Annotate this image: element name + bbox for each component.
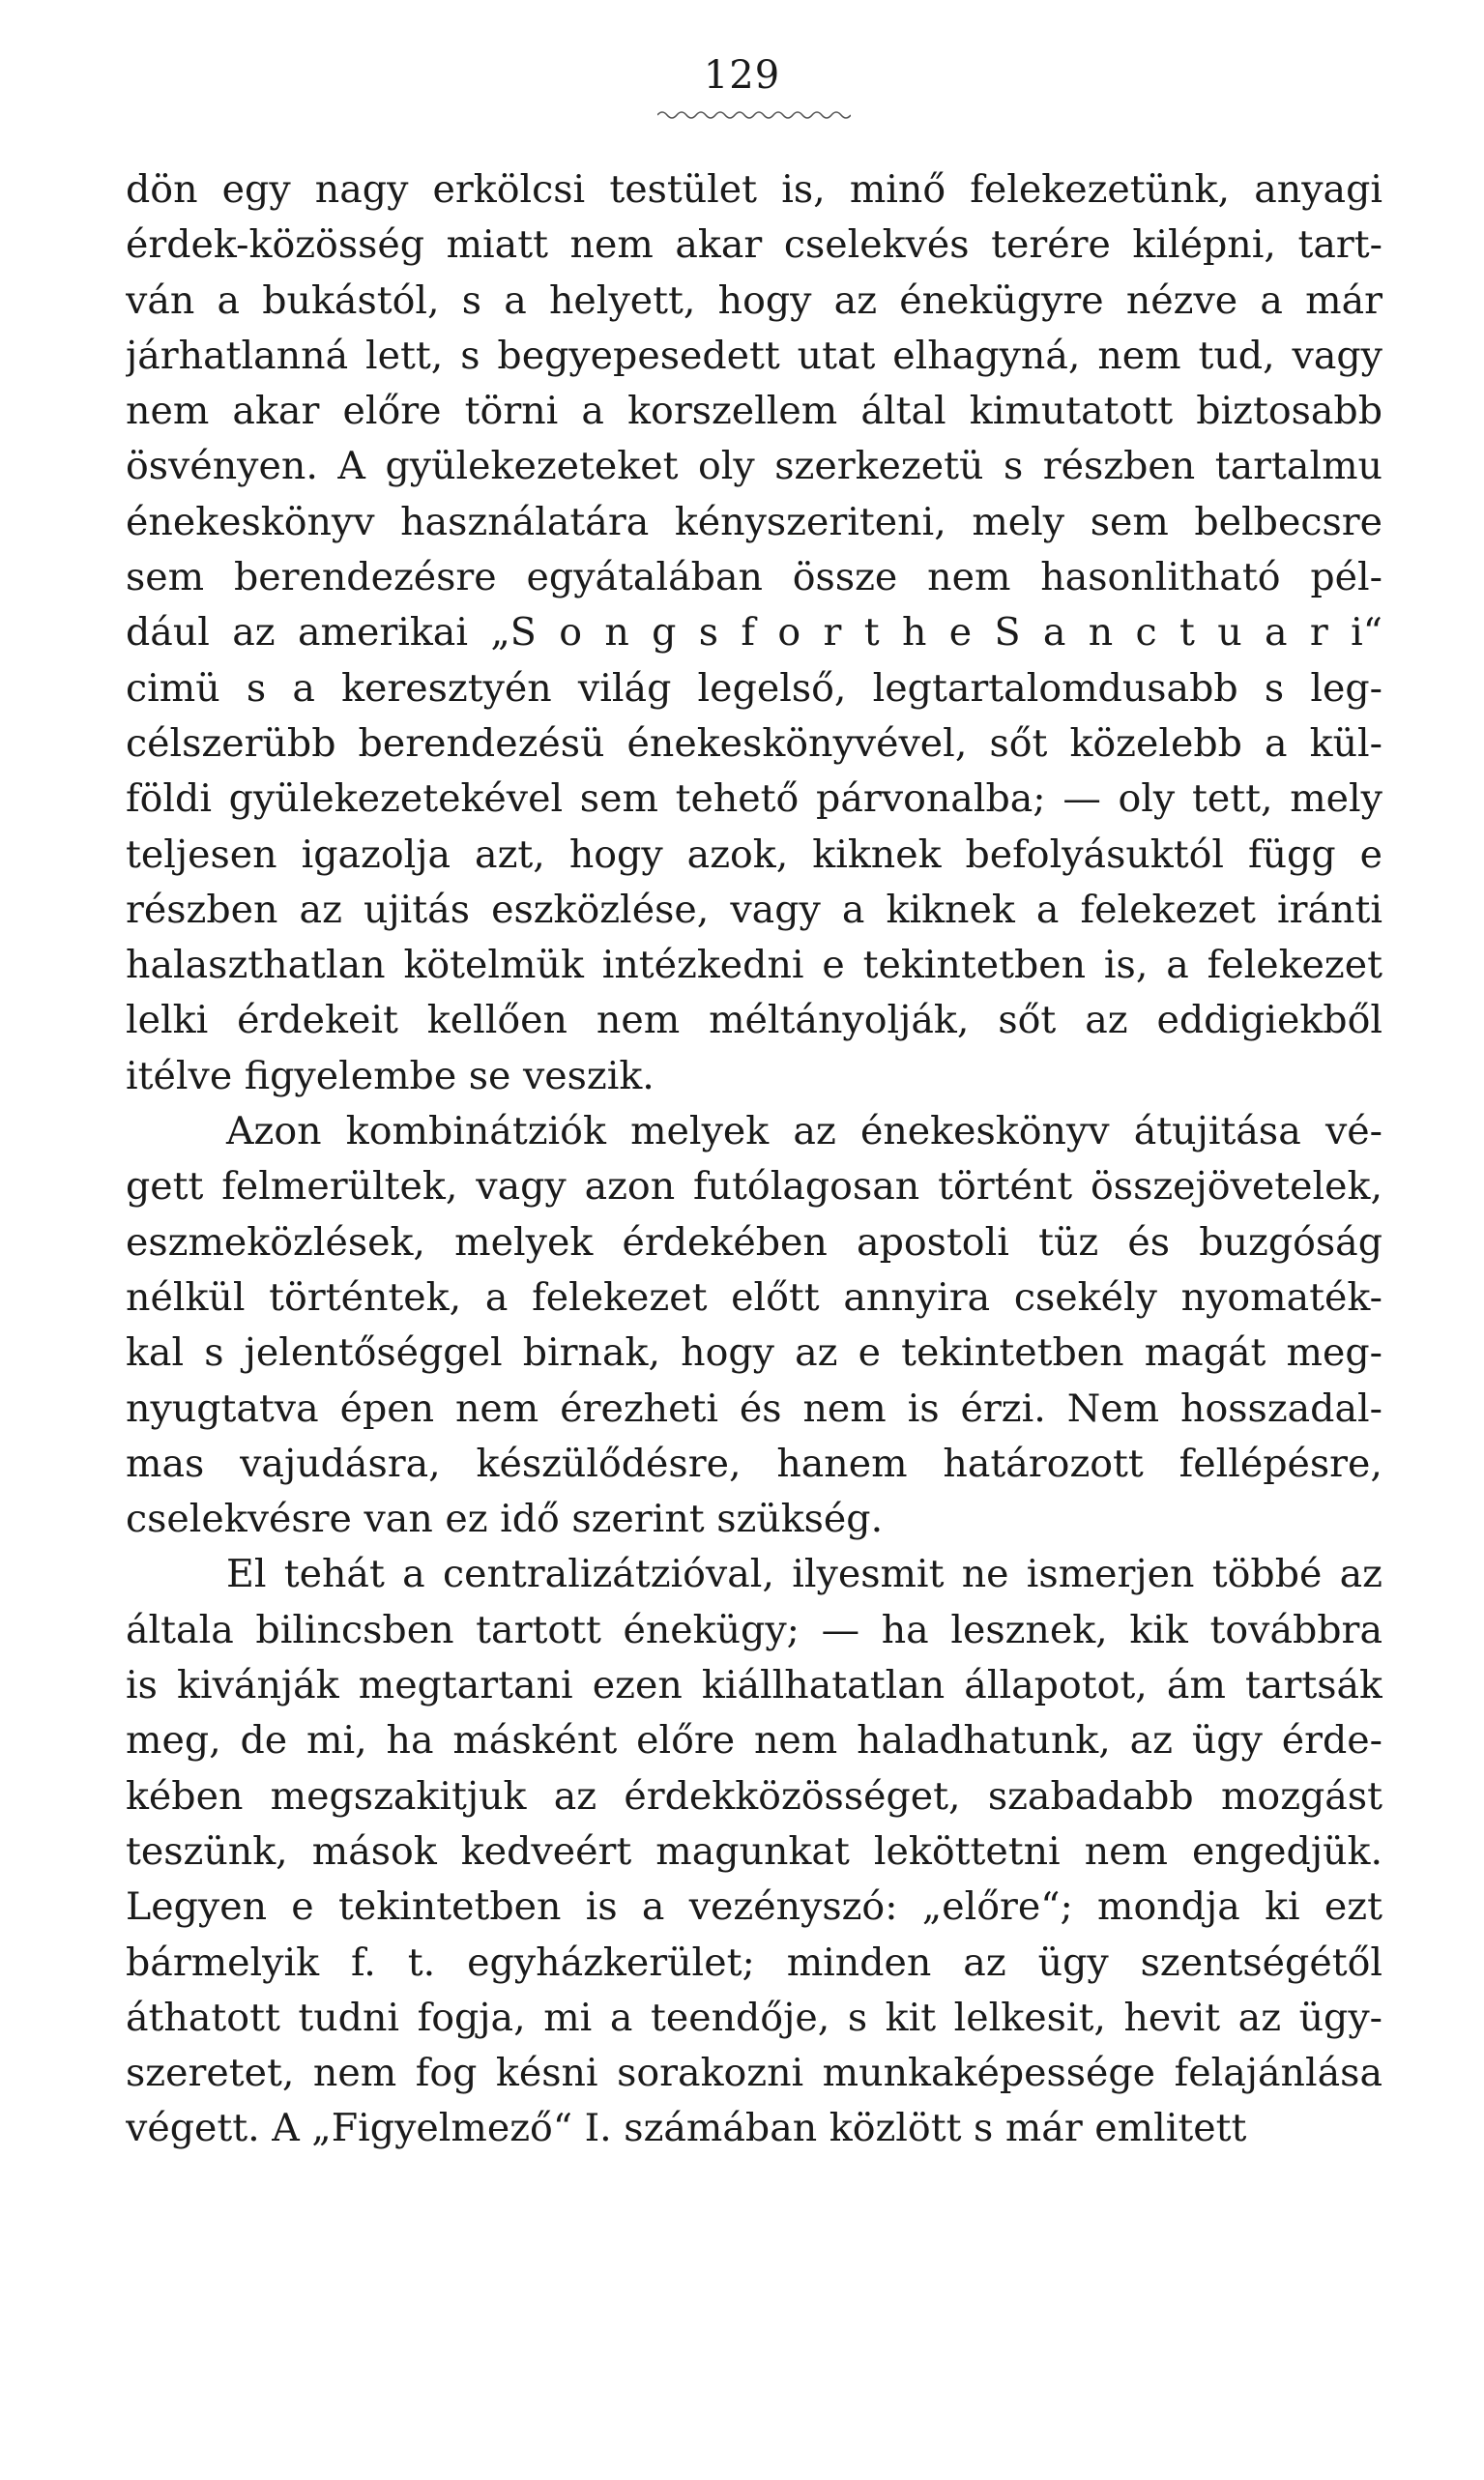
text-line: járhatlanná lett, s begyepesedett utat elhagyná, nem tud, vagy [126,333,1382,378]
text-line: itélve figyelembe se veszik. [126,1053,655,1098]
text-line: dön egy nagy erkölcsi testület is, minő felekezetünk, anyagi [126,167,1382,212]
text-line: áthatott tudni fogja, mi a teendője, s kit lelkesit, hevit az ügy- [126,1995,1382,2040]
text-line: sem berendezésre egyátalában össze nem hasonlitható pél- [126,555,1382,600]
text-line: Legyen e tekintetben is a vezényszó: „előre“; mondja ki ezt [126,1884,1382,1930]
paragraph [126,1104,1382,1547]
text-line: szeretet, nem fog késni sorakozni munkaképessége felajánlása [126,2051,1382,2096]
text-line: El tehát a centralizátzióval, ilyesmit ne ismerjen többé az [226,1552,1382,1597]
text-line: nélkül történtek, a felekezet előtt annyira csekély nyomaték- [126,1274,1382,1320]
text-line: dául az amerikai „S o n g s f o r t h e S a n c t u a r i“ [126,610,1382,656]
text-line: meg, de mi, ha másként előre nem haladhatunk, az ügy érde- [126,1718,1382,1764]
text-line: énekeskönyv használatára kényszeriteni, mely sem belbecsre [126,499,1382,544]
text-line: cselekvésre van ez idő szerint szükség. [126,1497,884,1542]
text-line: eszmeközlések, melyek érdekében apostoli tüz és buzgóság [126,1219,1382,1265]
text-line: földi gyülekezetekével sem tehető párvonalba; — oly tett, mely [126,776,1382,822]
paragraph [126,1547,1382,2156]
text-line: kal s jelentőséggel birnak, hogy az e tekintetben magát meg- [126,1330,1382,1376]
text-line: halaszthatlan kötelmük intézkedni e tekintetben is, a felekezet [126,943,1382,988]
text-line: lelki érdekeit kellően nem méltányolják, sőt az eddigiekből [126,998,1382,1043]
text-line: érdek-közösség miatt nem akar cselekvés terére kilépni, tart- [126,222,1382,268]
text-line: kében megszakitjuk az érdekközösséget, szabadabb mozgást [126,1773,1382,1819]
wavy-ornament-rule [657,108,851,122]
text-line: nem akar előre törni a korszellem által kimutatott biztosabb [126,389,1382,434]
text-line: részben az ujitás eszközlése, vagy a kiknek a felekezet iránti [126,887,1382,932]
text-line: cimü s a keresztyén világ legelső, legtartalomdusabb s leg- [126,665,1382,711]
text-line: végett. A „Figyelmező“ I. számában közlött s már emlitett [126,2106,1247,2151]
text-line: is kivánják megtartani ezen kiállhatatlan állapotot, ám tartsák [126,1663,1382,1708]
paragraph [126,162,1382,1104]
text-line: ván a bukástól, s a helyett, hogy az énekügyre nézve a már [126,277,1382,323]
text-line: bármelyik f. t. egyházkerület; minden az ügy szentségétől [126,1940,1382,1985]
page-number: 129 [703,53,781,98]
text-line: nyugtatva épen nem érezheti és nem is érzi. Nem hosszadal- [126,1386,1382,1431]
text-line: teszünk, mások kedveért magunkat leköttetni nem engedjük. [126,1828,1382,1874]
body-text [126,162,1382,2157]
text-line: általa bilincsben tartott énekügy; — ha lesznek, kik továbbra [126,1607,1382,1652]
text-line: teljesen igazolja azt, hogy azok, kiknek befolyásuktól függ e [126,832,1382,877]
text-line: mas vajudásra, készülődésre, hanem határozott fellépésre, [126,1441,1382,1486]
text-line: gett felmerültek, vagy azon futólagosan történt összejövetelek, [126,1164,1382,1210]
text-line: Azon kombinátziók melyek az énekeskönyv átujitása vé- [226,1109,1382,1154]
text-line: ösvényen. A gyülekezeteket oly szerkezetü s részben tartalmu [126,444,1382,489]
text-line: célszerübb berendezésü énekeskönyvével, sőt közelebb a kül- [126,720,1382,766]
